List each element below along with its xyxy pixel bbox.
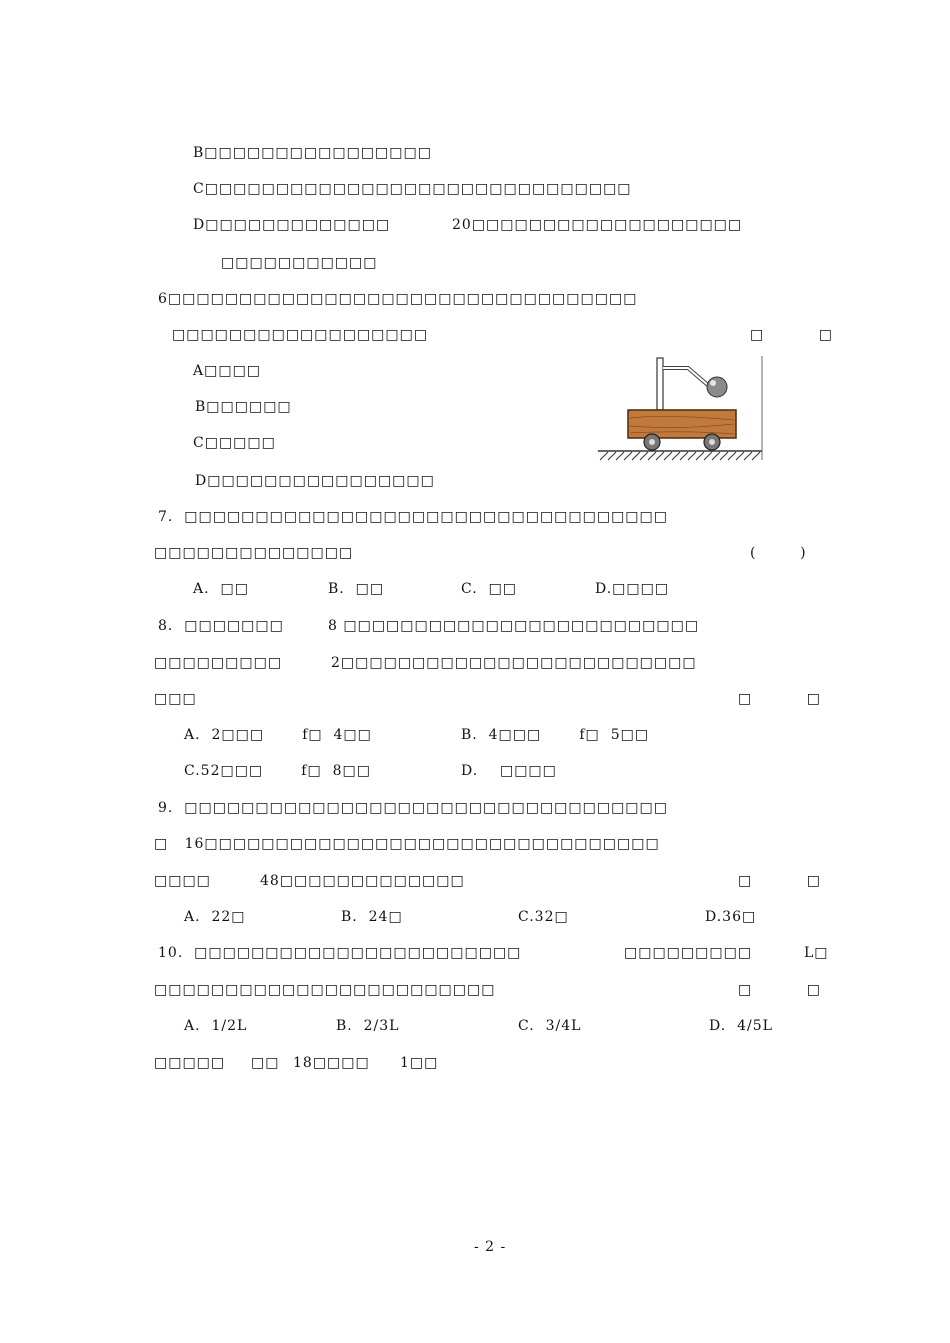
- ball: [707, 377, 727, 397]
- option-a-q6: A□□□□: [193, 363, 262, 379]
- question-9: 9. □□□□□□□□□□□□□□□□□□□□□□□□□□□□□□□□□□: [158, 800, 668, 816]
- question-7: 7. □□□□□□□□□□□□□□□□□□□□□□□□□□□□□□□□□□: [158, 509, 668, 525]
- option-c-q9: C.32□: [518, 909, 569, 925]
- option-c-q6: C□□□□□: [193, 435, 276, 451]
- pole: [657, 358, 663, 410]
- answer-bracket-q6: □ □: [750, 327, 833, 343]
- option-d-q8: D. □□□□: [461, 763, 557, 779]
- option-d-q9: D.36□: [705, 909, 757, 925]
- option-a-q9: A. 22□: [184, 909, 246, 925]
- option-a-q8: A. 2□□□ f□ 4□□: [184, 727, 372, 743]
- option-d-q6: D□□□□□□□□□□□□□□□□: [195, 473, 435, 489]
- option-c-q10: C. 3/4L: [518, 1018, 582, 1034]
- question-6: 6□□□□□□□□□□□□□□□□□□□□□□□□□□□□□□□□□: [158, 291, 638, 307]
- question-8-part2: 8 □□□□□□□□□□□□□□□□□□□□□□□□□: [328, 618, 700, 634]
- question-7-cont: □□□□□□□□□□□□□□: [154, 545, 354, 561]
- question-8-cont-part1: □□□□□□□□□: [154, 655, 283, 671]
- question-8-cont2: □□□: [154, 691, 197, 707]
- question-9-cont2: □□□□ 48□□□□□□□□□□□□□: [154, 873, 465, 889]
- option-b-q10: B. 2/3L: [336, 1018, 400, 1034]
- question-9-cont: □ 16□□□□□□□□□□□□□□□□□□□□□□□□□□□□□□□□: [154, 836, 660, 852]
- question-8-part1: 8. □□□□□□□: [158, 618, 284, 634]
- arm: [663, 368, 709, 386]
- option-b-q7: B. □□: [328, 581, 385, 597]
- answer-bracket-q7: ( ): [750, 545, 807, 561]
- answer-bracket-q10: □ □: [738, 982, 821, 998]
- option-b-q6: B□□□□□□: [195, 399, 292, 415]
- answer-bracket-q8: □ □: [738, 691, 821, 707]
- question-10-part2: □□□□□□□□□: [624, 945, 753, 961]
- option-a-q10: A. 1/2L: [184, 1018, 248, 1034]
- option-d-q10: D. 4/5L: [709, 1018, 773, 1034]
- option-d-q5-cont: □□□□□□□□□□□: [221, 255, 378, 271]
- option-d-q7: D.□□□□: [595, 581, 670, 597]
- option-d-q5-part1: D□□□□□□□□□□□□□: [193, 217, 391, 233]
- section-heading-part4: 1□□: [400, 1055, 439, 1071]
- option-a-q7: A. □□: [193, 581, 249, 597]
- question-8-cont-part2: 2□□□□□□□□□□□□□□□□□□□□□□□□□: [331, 655, 697, 671]
- option-b-q8: B. 4□□□ f□ 5□□: [461, 727, 650, 743]
- question-6-cont: □□□□□□□□□□□□□□□□□□: [172, 327, 429, 343]
- answer-bracket-q9: □ □: [738, 873, 821, 889]
- option-d-q5-part2: 20□□□□□□□□□□□□□□□□□□□: [452, 217, 743, 233]
- section-heading-part2: □□: [251, 1055, 280, 1071]
- option-b-q9: B. 24□: [341, 909, 403, 925]
- option-b-q5: B□□□□□□□□□□□□□□□□: [193, 145, 432, 161]
- page-number: - 2 -: [474, 1239, 507, 1255]
- question-10-cont: □□□□□□□□□□□□□□□□□□□□□□□□: [154, 982, 496, 998]
- section-heading-part1: □□□□□: [154, 1055, 226, 1071]
- question-10-part3: L□: [804, 945, 829, 961]
- option-c-q8: C.52□□□ f□ 8□□: [184, 763, 371, 779]
- option-c-q7: C. □□: [461, 581, 518, 597]
- question-10-part1: 10. □□□□□□□□□□□□□□□□□□□□□□□: [158, 945, 522, 961]
- section-heading-part3: 18□□□□: [293, 1055, 370, 1071]
- option-c-q5: C□□□□□□□□□□□□□□□□□□□□□□□□□□□□□□: [193, 181, 632, 197]
- cart-pendulum-figure: [596, 356, 768, 462]
- cart-body: [628, 410, 736, 438]
